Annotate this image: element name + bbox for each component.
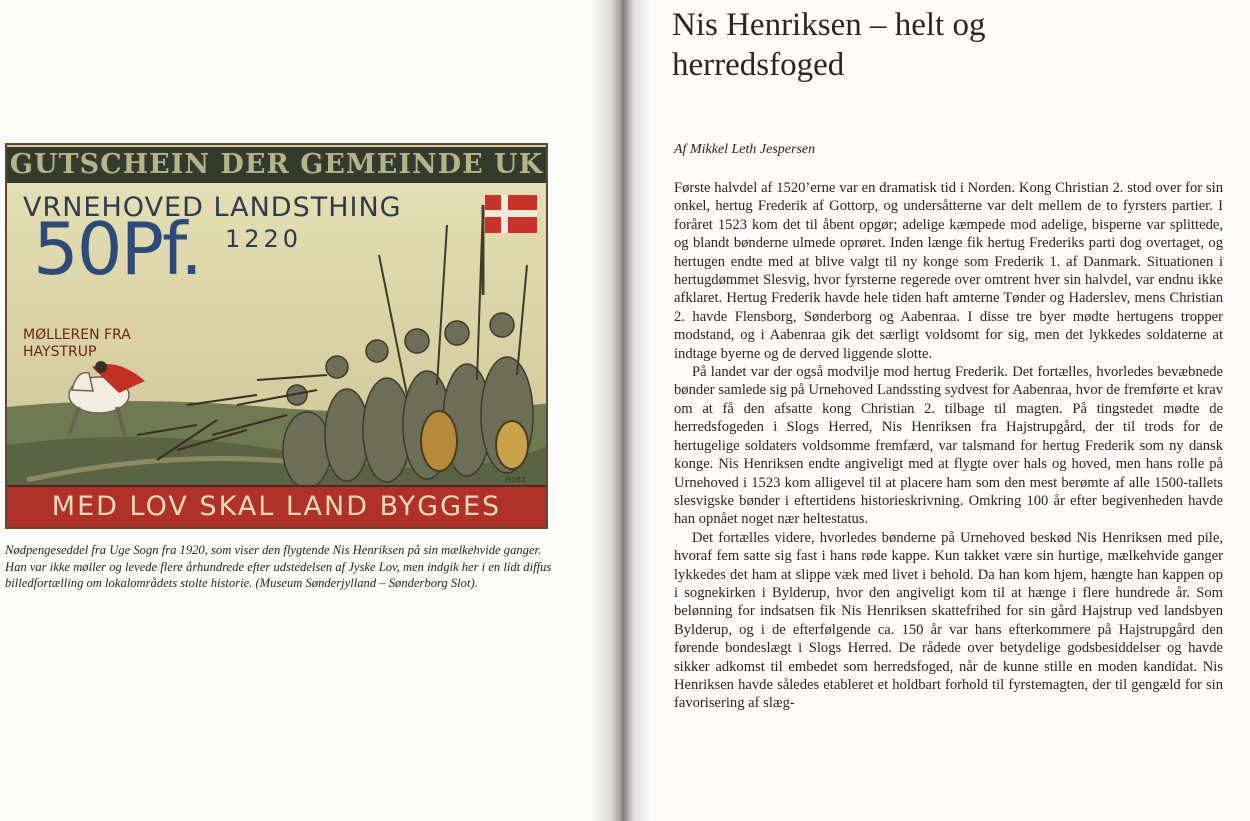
banknote-footer: MED LOV SKAL LAND BYGGES: [7, 485, 546, 527]
banknote-value: 50Pf.: [33, 207, 202, 291]
paragraph-2: På landet var der også modvilje mod hertug Frederik. Det fortælles, hvorledes bevæbnede bønder samlede sig på Urnehoved Landssting sydvest for Aabenraa, hvor de fremførte et krav om at få den afsatte kong Christian 2. tilbage til magten. På tingstedet mødte de herredsfogeden i Slogs Herred, Nis Henriksen fra Hajstrupgård, der til trods for de hertugelige soldaters voldsomme fremfærd, var talsmand for hertug Frederik som ny dansk konge. Nis Henriksen endte angiveligt med at flygte over hals og hoved, men hans rolle på Urnehoved i 1523 kom alligevel til at placere ham som den mest berømte af alle 1500-tallets slesvigske bønder i eftertidens historieskrivning. Omkring 100 år efter begivenheden havde han opnået noget nær heltestatus.: [674, 364, 1223, 528]
banknote-miller-label: [23, 327, 131, 361]
banknote-header: GUTSCHEIN DER GEMEINDE UK: [7, 147, 546, 183]
paragraph-3: Det fortælles videre, hvorledes bønderne på Urnehoved beskød Nis Henriksen med pile, hvoraf fem satte sig fast i hans røde kappe. Kun takket være sin hurtige, mælkehvide ganger lykkedes det ham at slippe væk med livet i behold. Da han kom hjem, hængte han kappen op i sognekirken i Bylderup, hvor den angiveligt kom til at hænge i flere hundrede år. Som belønning for indsatsen fik Nis Henriksen skattefrihed for sin gård Hajstrup ved landsbyen Bylderup, og i de efterfølgende ca. 150 år var hans efterkommere på Hajstrupgård den førende bondeslægt i Slogs Herred. De rådede over betydelige godsbesiddelser og havde sikker adkomst til embedet som herredsfoged, når de kunne stille en moden kandidat. Nis Henriksen havde således etableret et holdbart forhold til fyrstemagten, der til gengæld for sin favorisering af slæg-: [674, 529, 1223, 712]
banknote-image: [5, 143, 548, 529]
banknote-year: 1220: [225, 225, 303, 253]
title-line-2: herredsfoged: [672, 47, 845, 83]
paragraph-1: Første halvdel af 1520’erne var en dramatisk tid i Norden. Kong Christian 2. stod over for sin onkel, hertug Frederik af Gottorp, og undersåtterne var delt mellem de to fyrsters partier. I foråret 1523 kom det til åbent opgør; adelige kæmpede mod adelige, bisperne var splittede, og blandt bønderne ulmede oprøret. Inden længe fik hertug Frederiks parti dog overtaget, og hertugen endte med at blive valgt til ny konge som Frederik 1. af Danmark. Situationen i hertugdømmet Slesvig, hvor fyrsterne regerede over omtrent hver sin halvdel, var endnu ikke afklaret. Hertug Frederik havde hele tiden haft amterne Tønder og Haderslev, mens Christian 2. havde Flensborg, Sønderborg og Aabenraa. I disse tre byer mødte hertugens tropper modstand, og i Aabenraa gik det særligt voldsomt for sig, men det lykkedes soldaterne at indtage byerne og de derved liggende slotte.: [674, 180, 1223, 362]
left-page: [0, 0, 612, 821]
banknote-place: VRNEHOVED LANDSTHING: [23, 192, 402, 223]
image-caption: Nødpengeseddel fra Uge Sogn fra 1920, som viser den flygtende Nis Henriksen på sin mælkehvide ganger. Han var ikke møller og levede flere århundrede efter udstedelsen af Jyske Lov, men indgik her i en lidt diffus billedfortælling om lokalområdets stolte historie. (Museum Sønderjylland – Sønderborg Slot).: [5, 543, 552, 590]
title-line-1: Nis Henriksen – helt og: [672, 7, 986, 43]
banknote-miller-line2: HAYSTRUP: [23, 344, 97, 360]
article-author: Af Mikkel Leth Jespersen: [674, 142, 816, 157]
banknote-artist-signature: Holtz: [505, 475, 526, 484]
article-title: [672, 5, 1232, 85]
banknote-miller-line1: MØLLEREN FRA: [23, 327, 131, 343]
article-body: [674, 179, 1223, 819]
